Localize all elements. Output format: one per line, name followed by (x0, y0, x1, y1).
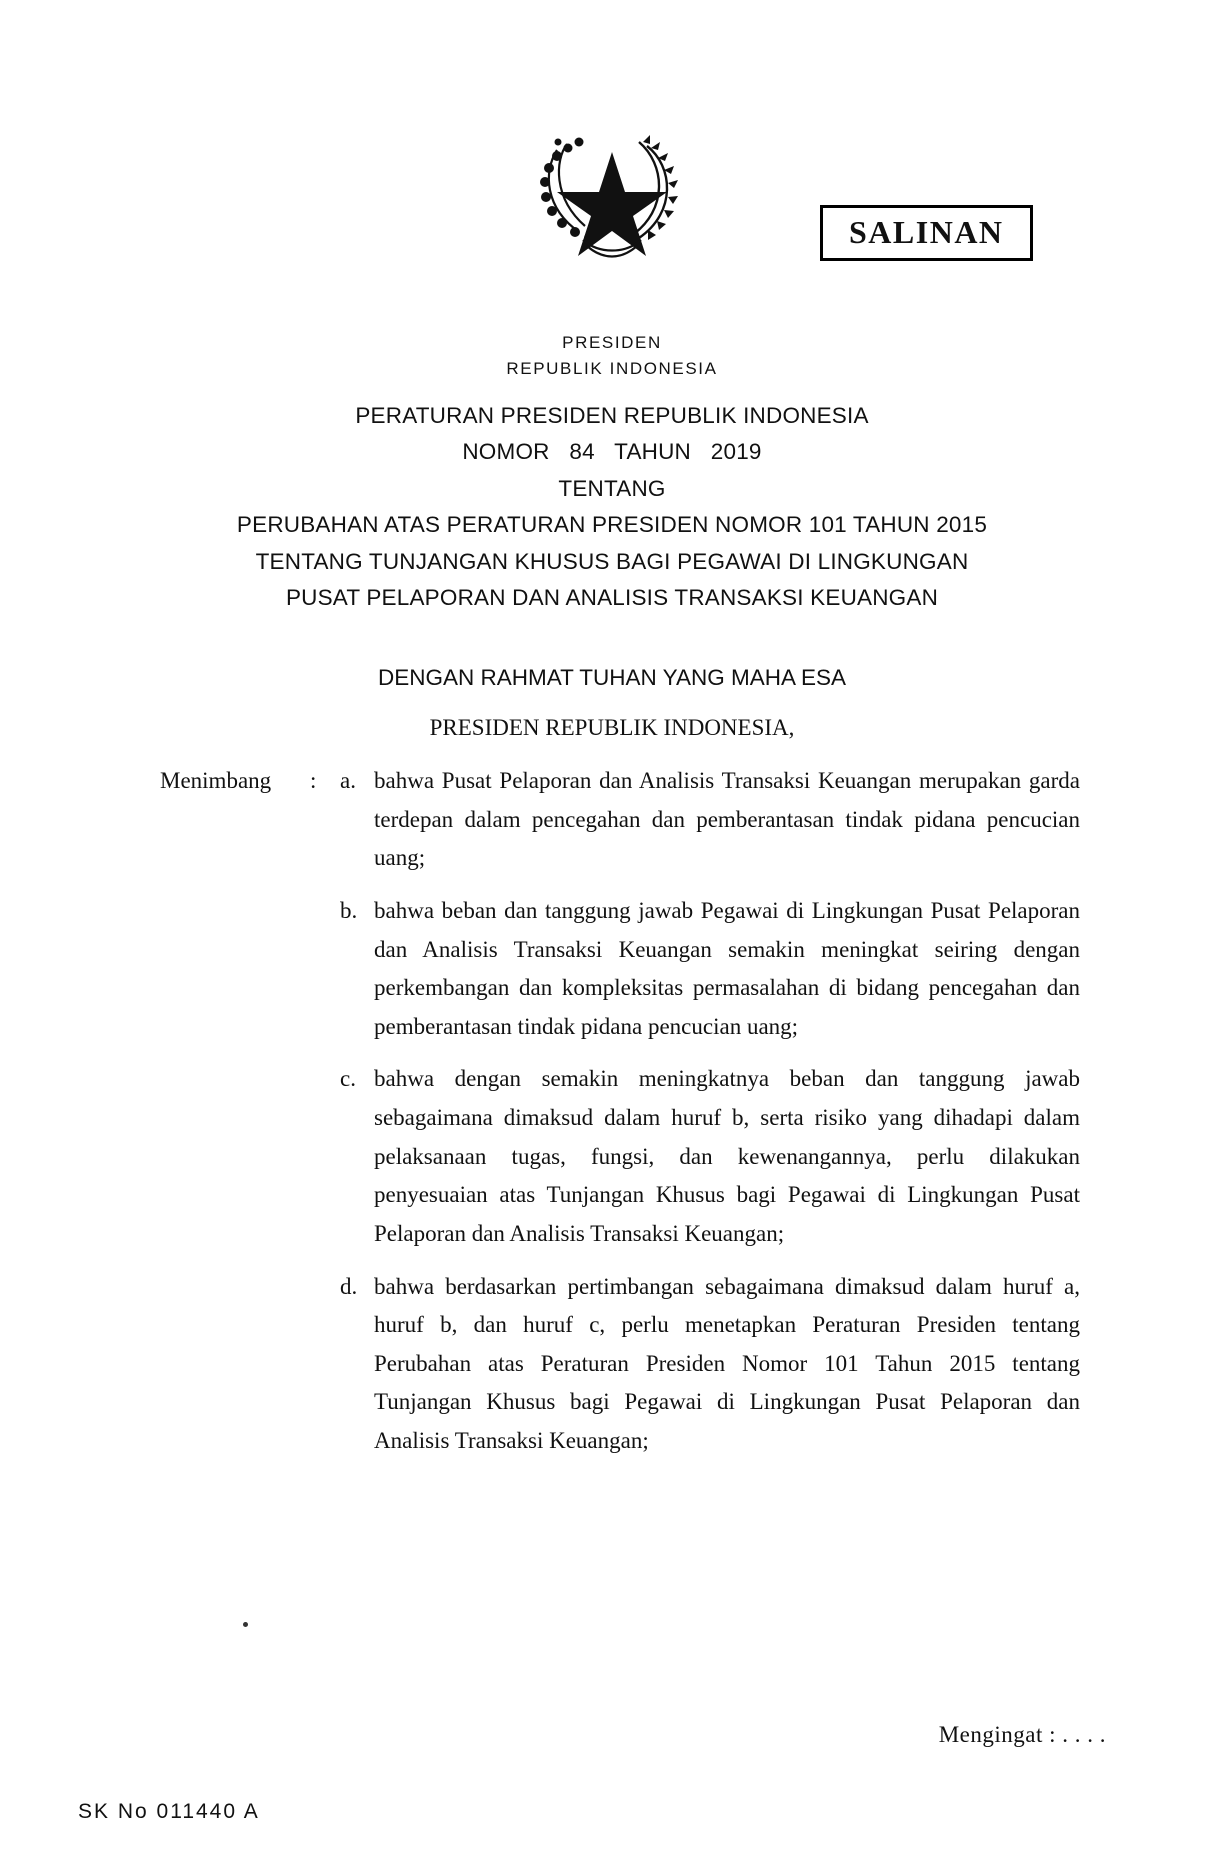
garuda-star-emblem-icon (527, 120, 697, 280)
institution-line-1: PRESIDEN (562, 333, 662, 352)
institution-heading (0, 330, 1224, 381)
issuer-line: PRESIDEN REPUBLIK INDONESIA, (429, 715, 795, 740)
list-item (160, 892, 1080, 1047)
considerans-letter-b: b. (340, 897, 358, 923)
considerans-letter-a: a. (340, 768, 356, 793)
title-tahun-value: 2019 (710, 439, 762, 465)
continuation-marker: Mengingat : . . . . (938, 1722, 1106, 1747)
title-nomor-value: 84 (569, 439, 595, 465)
title-line-6: PUSAT PELAPORAN DAN ANALISIS TRANSAKSI KEUANGAN (285, 585, 939, 611)
considerans-text-a: bahwa Pusat Pelaporan dan Analisis Transaksi Keuangan merupakan garda terdepan dalam pencegahan dan pemberantasan tindak pidana pencucian uang; (374, 768, 1080, 871)
considerans-text-b: bahwa beban dan tanggung jawab Pegawai di Lingkungan Pusat Pelaporan dan Analisis Transaksi Keuangan semakin meningkat seiring dengan perkembangan dan kompleksitas permasalahan di bidang pencegahan dan pemberantasan tindak pidana pencucian uang; (374, 897, 1080, 1039)
document-footer-code: SK No 011440 A (78, 1800, 260, 1823)
considerans-colon: : (310, 768, 317, 793)
title-tentang: TENTANG (558, 475, 666, 501)
institution-line-2: REPUBLIK INDONESIA (506, 358, 718, 378)
title-line-2 (112, 434, 1112, 470)
title-nomor-label: NOMOR (462, 439, 550, 465)
blessing-line: DENGAN RAHMAT TUHAN YANG MAHA ESA (377, 665, 846, 690)
considerans-text-d: bahwa berdasarkan pertimbangan sebagaimana dimaksud dalam huruf a, huruf b, dan huruf c, perlu menetapkan Peraturan Presiden tentang Perubahan atas Peraturan Presiden Nomor 101 Tahun 2015 tentang Tunjangan Khusus bagi Pegawai di Lingkungan Pusat Pelaporan dan Analisis Transaksi Keuangan; (374, 1273, 1080, 1453)
status-badge-salinan: SALINAN (820, 205, 1033, 261)
considerans-label: Menimbang (160, 768, 272, 793)
stray-mark (243, 1622, 248, 1627)
list-item (160, 1060, 1080, 1253)
considerans-letter-c: c. (340, 1066, 356, 1092)
considerans-text-c: bahwa dengan semakin meningkatnya beban dan tanggung jawab sebagaimana dimaksud dalam huruf b, serta risiko yang dihadapi dalam pelaksanaan tugas, fungsi, dan kewenangannya, perlu dilakukan penyesuaian atas Tunjangan Khusus bagi Pegawai di Lingkungan Pusat Pelaporan dan Analisis Transaksi Keuangan; (374, 1066, 1080, 1246)
title-line-5: TENTANG TUNJANGAN KHUSUS BAGI PEGAWAI DI LINGKUNGAN (255, 548, 969, 574)
list-item (160, 1268, 1080, 1461)
considerans-first-row (160, 762, 1080, 878)
title-line-4: PERUBAHAN ATAS PERATURAN PRESIDEN NOMOR 101 TAHUN 2015 (236, 512, 988, 538)
considerans-letter-d: d. (340, 1273, 358, 1299)
page-title (112, 398, 1112, 617)
title-line-1: PERATURAN PRESIDEN REPUBLIK INDONESIA (355, 403, 869, 428)
considerans-section (160, 762, 1080, 1461)
title-tahun-label: TAHUN (614, 439, 691, 465)
emblem-container (0, 120, 1224, 285)
